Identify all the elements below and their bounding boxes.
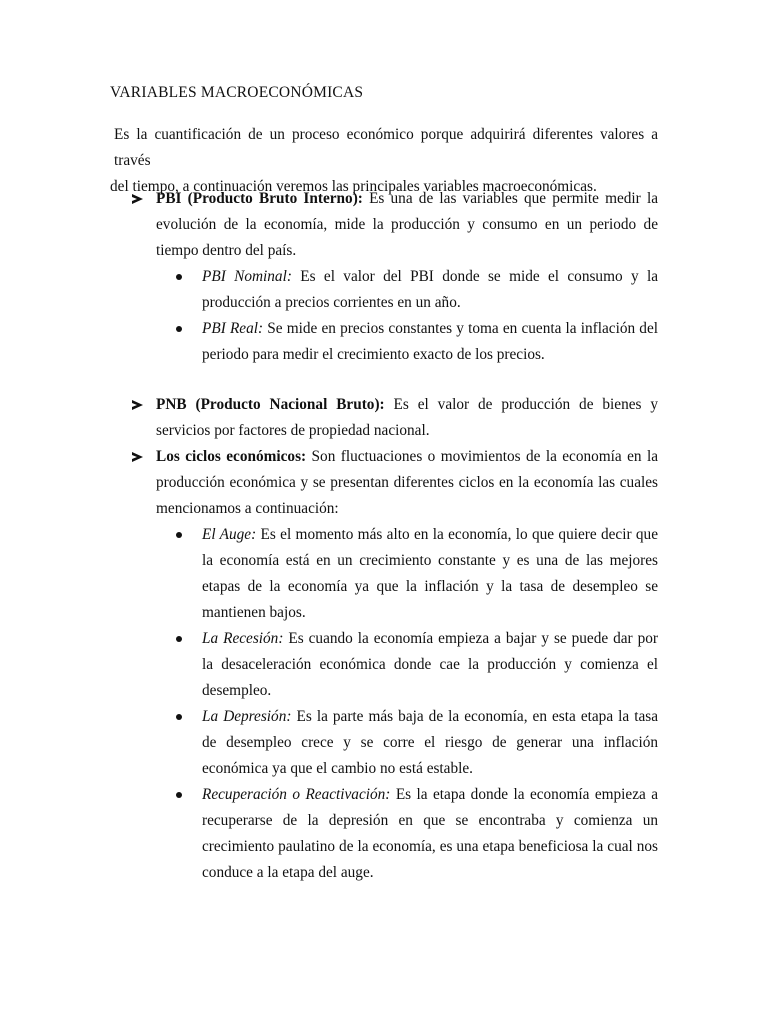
sub-item-term: La Recesión: bbox=[202, 630, 284, 647]
sub-item-pbi-real bbox=[156, 316, 658, 368]
sub-item-text: Se mide en precios constantes y toma en cuenta la inflación del periodo para medir el crecimiento exacto de los precios. bbox=[202, 320, 658, 363]
list-item-ciclos bbox=[110, 444, 658, 886]
sub-item-recuperacion bbox=[156, 782, 658, 886]
item-text: Es una de las variables que permite medir la evolución de la economía, mide la producción y consumo en un periodo de tiempo dentro del país. bbox=[156, 190, 658, 259]
pbi-sublist bbox=[156, 264, 658, 368]
arrow-bullet-icon bbox=[132, 194, 143, 204]
sub-item-depresion bbox=[156, 704, 658, 782]
list-item-pnb bbox=[110, 392, 658, 444]
document-title: VARIABLES MACROECONÓMICAS bbox=[110, 84, 364, 101]
item-text: Es el valor de producción de bienes y servicios por factores de propiedad nacional. bbox=[156, 396, 659, 439]
sub-item-text: Es la etapa donde la economía empieza a recuperarse de la depresión en que se encontraba y comienza un crecimiento paulatino de la economía, es una etapa beneficiosa la cual nos conduce a la etapa del auge. bbox=[202, 786, 659, 881]
sub-item-term: El Auge: bbox=[202, 526, 257, 543]
sub-item-text: Es el valor del PBI donde se mide el consumo y la producción a precios corrientes en un año. bbox=[202, 268, 658, 311]
item-term: PBI (Producto Bruto Interno): bbox=[156, 190, 363, 207]
bullet-dot-icon bbox=[176, 274, 182, 280]
sub-item-term: PBI Nominal: bbox=[202, 268, 292, 285]
list-item-pbi bbox=[110, 186, 658, 392]
bullet-dot-icon bbox=[176, 792, 182, 798]
ciclos-sublist bbox=[156, 522, 658, 886]
bullet-dot-icon bbox=[176, 636, 182, 642]
arrow-bullet-icon bbox=[132, 452, 143, 462]
sub-item-text: Es la parte más baja de la economía, en esta etapa la tasa de desempleo crece y se corre el riesgo de generar una inflación económica ya que el cambio no está estable. bbox=[202, 708, 658, 777]
variables-list bbox=[110, 186, 658, 886]
item-term: PNB (Producto Nacional Bruto): bbox=[156, 396, 385, 413]
bullet-dot-icon bbox=[176, 532, 182, 538]
arrow-bullet-icon bbox=[132, 400, 143, 410]
sub-item-recesion bbox=[156, 626, 658, 704]
sub-item-term: Recuperación o Reactivación: bbox=[202, 786, 391, 803]
sub-item-term: PBI Real: bbox=[202, 320, 264, 337]
bullet-dot-icon bbox=[176, 714, 182, 720]
bullet-dot-icon bbox=[176, 326, 182, 332]
sub-item-term: La Depresión: bbox=[202, 708, 292, 725]
item-text: Son fluctuaciones o movimientos de la economía en la producción económica y se presentan diferentes ciclos en la economía las cuales mencionamos a continuación: bbox=[156, 448, 658, 517]
sub-item-auge bbox=[156, 522, 658, 626]
sub-item-text: Es cuando la economía empieza a bajar y se puede dar por la desaceleración económica donde cae la producción y comienza el desempleo. bbox=[202, 630, 658, 699]
intro-line-2: del tiempo, a continuación veremos las principales variables macroeconómicas. bbox=[110, 178, 597, 195]
sub-item-text: Es el momento más alto en la economía, lo que quiere decir que la economía está en un crecimiento constante y es una de las mejores etapas de la economía ya que la inflación y la tasa de desempleo se mantienen bajos. bbox=[202, 526, 658, 621]
spacer bbox=[156, 368, 658, 392]
intro-line-1: Es la cuantificación de un proceso económico porque adquirirá diferentes valores a través bbox=[114, 126, 658, 169]
sub-item-pbi-nominal bbox=[156, 264, 658, 316]
item-term: Los ciclos económicos: bbox=[156, 448, 307, 465]
